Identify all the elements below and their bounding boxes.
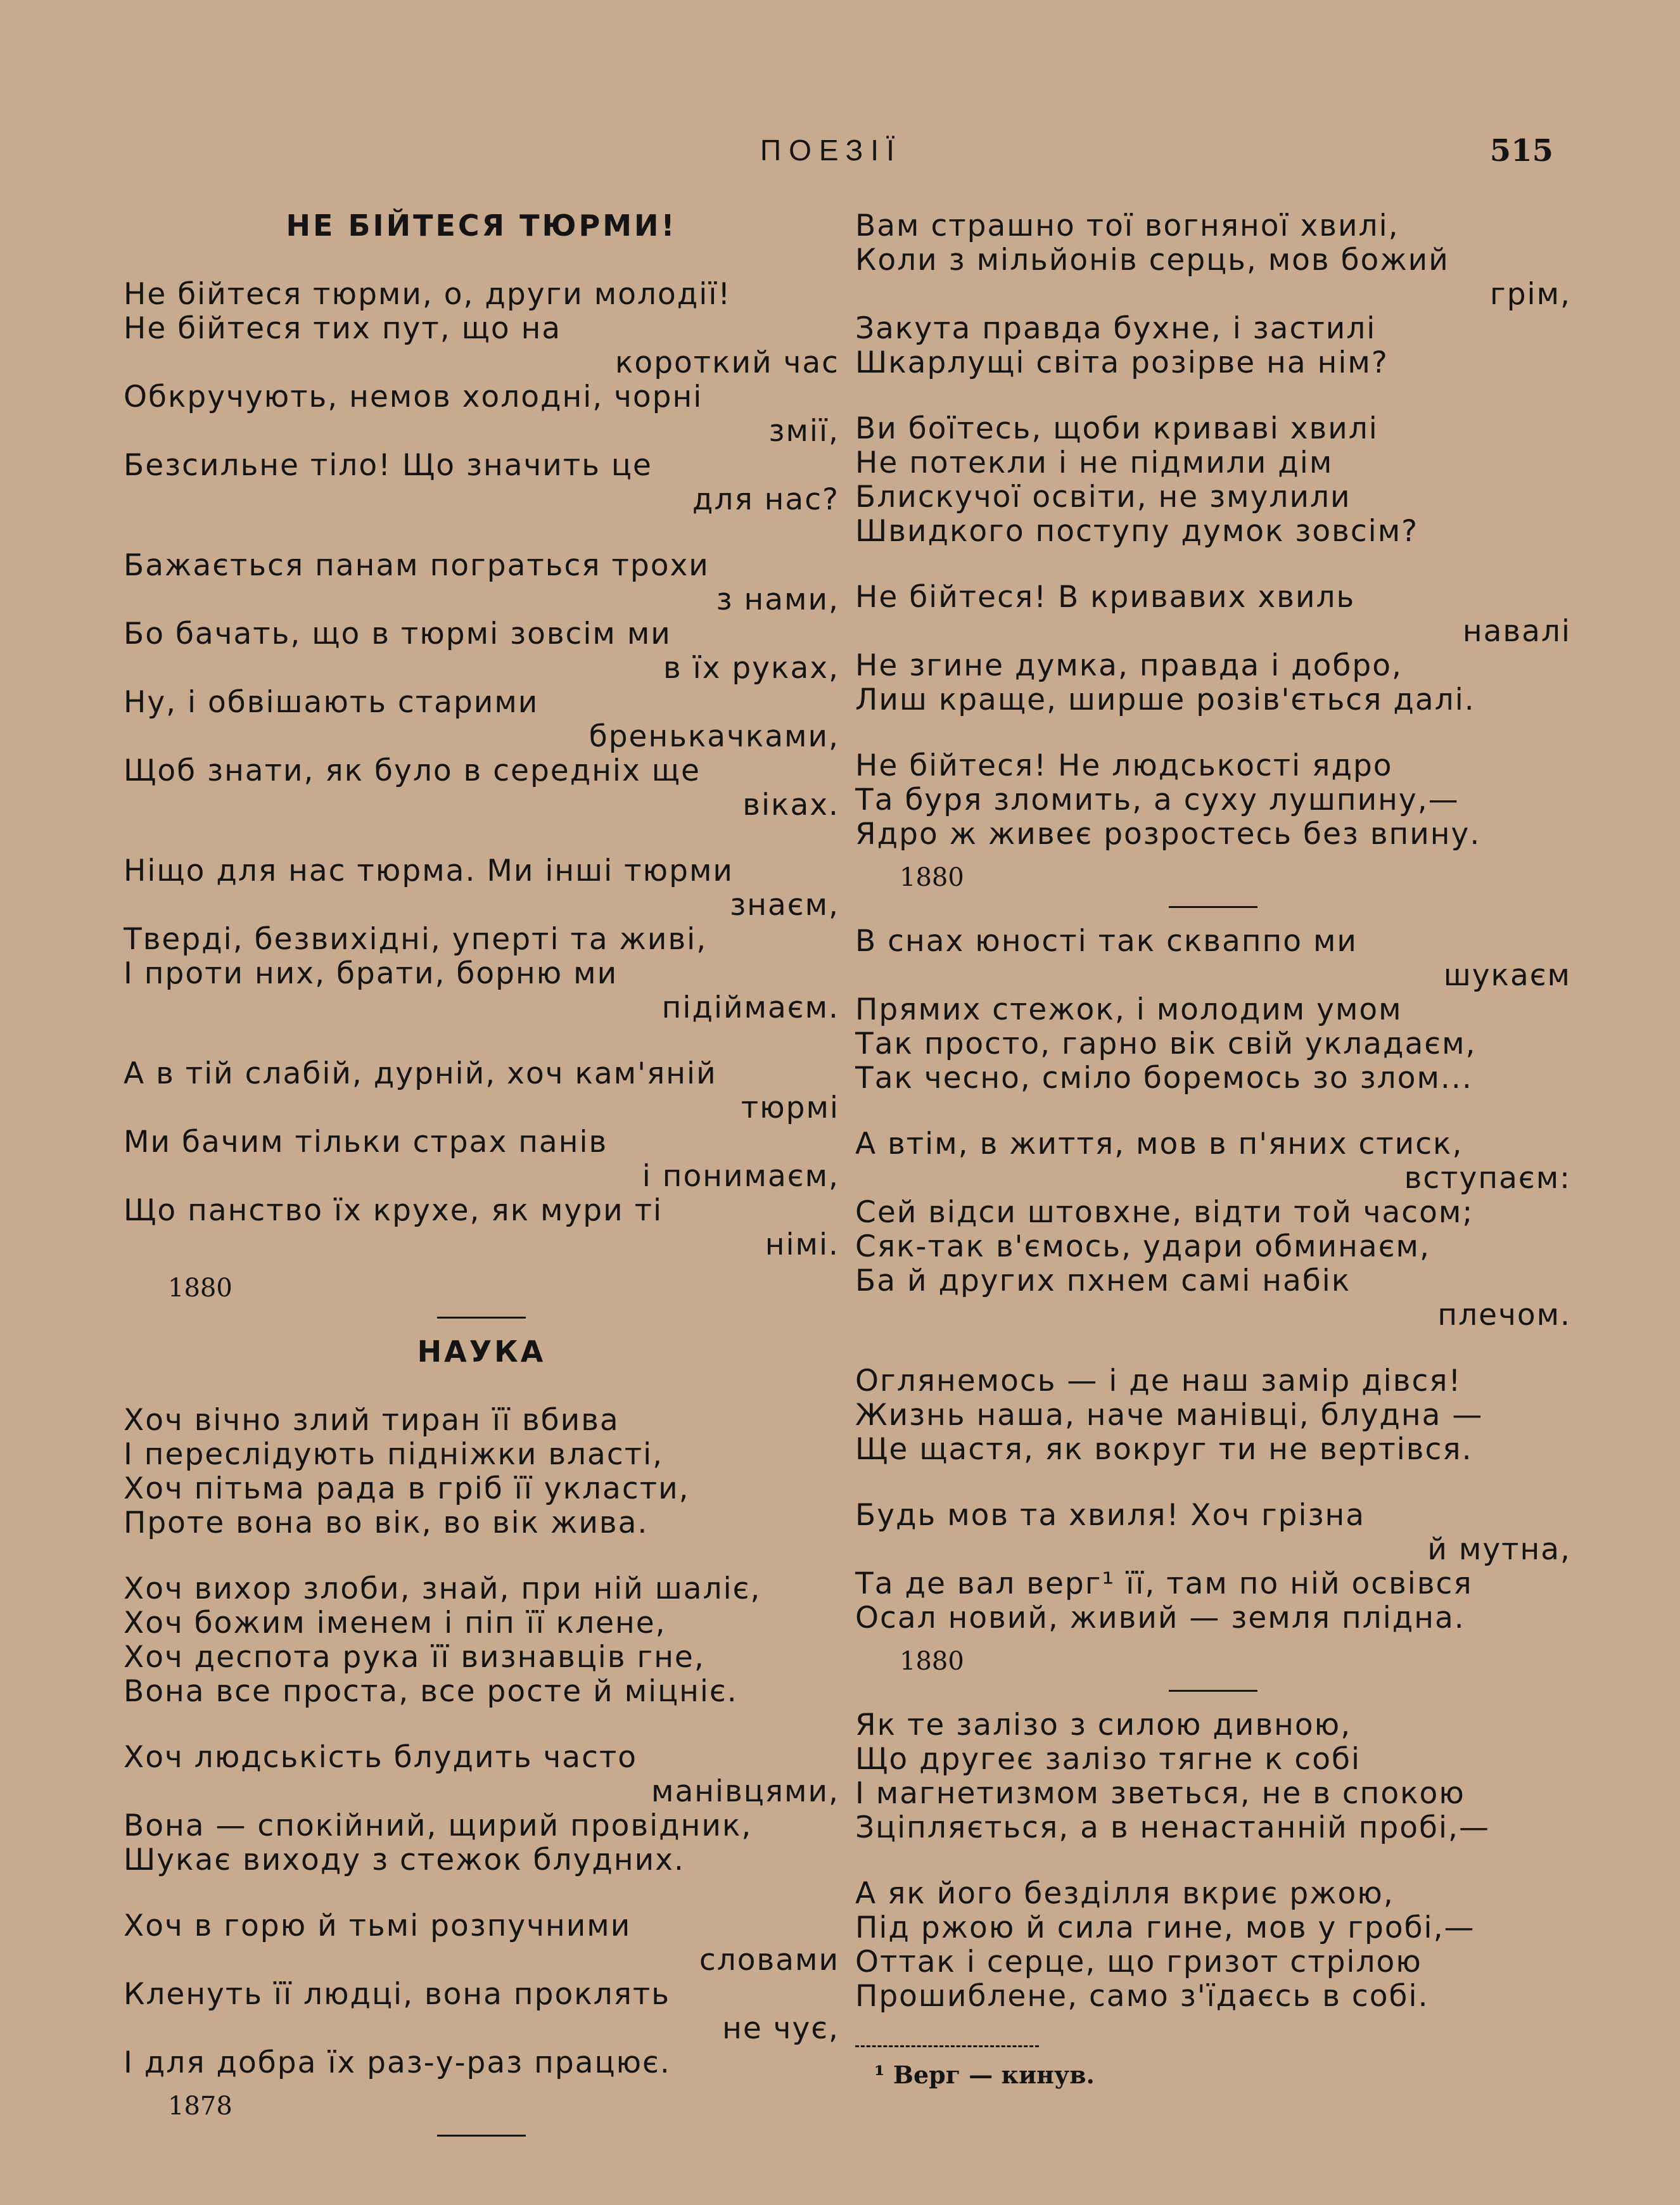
poem-line: Оглянемось — і де наш замір дівся! bbox=[855, 1364, 1462, 1398]
stanza bbox=[124, 1741, 839, 1877]
poem-line: Блискучої освіти, не змулили bbox=[855, 480, 1351, 514]
poem-line: Не бійтеся! В кривавих хвиль bbox=[855, 580, 1356, 615]
poem-line: Вам страшно тої вогняної хвилі, bbox=[855, 209, 1399, 243]
poem-line: І проти них, брати, борню ми bbox=[124, 957, 618, 991]
separator-rule bbox=[1169, 1690, 1257, 1692]
poem-line: Прямих стежок, і молодим умом bbox=[855, 993, 1403, 1027]
stanza bbox=[855, 924, 1571, 1096]
poem-line: І переслідують підніжки власті, bbox=[124, 1438, 664, 1472]
poem-line: віках. bbox=[742, 788, 839, 822]
stanza bbox=[124, 854, 839, 1025]
poem-line: не чує, bbox=[722, 2012, 839, 2046]
poem-line: Обкручують, немов холодні, чорні bbox=[124, 380, 703, 414]
poem-line: Осал новий, живий — земля плідна. bbox=[855, 1601, 1465, 1635]
footnote-rule bbox=[855, 2045, 1039, 2047]
poem-line: Хоч деспота рука її визнавців гне, bbox=[124, 1640, 705, 1675]
poem-line: Ба й других пхнем самі набік bbox=[855, 1264, 1351, 1298]
poem-title: НАУКА bbox=[417, 1334, 546, 1369]
poem-line: короткий час bbox=[615, 346, 839, 380]
poem-line: Закута правда бухне, і застилі bbox=[855, 312, 1377, 346]
poem-year: 1878 bbox=[168, 2092, 232, 2121]
poem-line: Жизнь наша, наче манівці, блудна — bbox=[855, 1398, 1484, 1433]
poem-line: Хоч пітьма рада в гріб її укласти, bbox=[124, 1472, 690, 1506]
poem-line: Ще щастя, як вокруг ти не вертівся. bbox=[855, 1433, 1473, 1467]
poem-year: 1880 bbox=[168, 1274, 232, 1303]
poem-line: Так чесно, сміло боремось зо злом... bbox=[855, 1061, 1473, 1096]
stanza bbox=[855, 749, 1571, 852]
stanza bbox=[855, 1708, 1571, 1845]
poem-line: Лиш краще, ширше розів'ється далі. bbox=[855, 683, 1475, 717]
stanza bbox=[855, 580, 1571, 717]
footnote-marker: ¹ bbox=[874, 2061, 885, 2089]
poem-line: бренькачками, bbox=[589, 720, 839, 754]
footnote-text: Верг — кинув. bbox=[884, 2061, 1095, 2089]
stanza bbox=[124, 549, 839, 822]
stanza bbox=[855, 1127, 1571, 1333]
poem-line: з нами, bbox=[716, 583, 839, 617]
poem-line: Не потекли і не підмили дім bbox=[855, 446, 1333, 480]
left-column bbox=[124, 209, 839, 2153]
poem-line: Бо бачать, що в тюрмі зовсім ми bbox=[124, 617, 671, 651]
poem bbox=[855, 924, 1571, 1692]
poem-line: Що панство їх крухе, як мури ті bbox=[124, 1194, 663, 1228]
poem-line: І для добра їх раз-у-раз працює. bbox=[124, 2046, 671, 2080]
stanza bbox=[124, 278, 839, 517]
stanza bbox=[855, 1877, 1571, 2014]
stanza bbox=[124, 1057, 839, 1262]
poem-line: Швидкого поступу думок зовсім? bbox=[855, 514, 1419, 549]
poem-line: навалі bbox=[1462, 615, 1571, 649]
poem-line: Коли з мільйонів серць, мов божий bbox=[855, 243, 1449, 278]
poem-line: Хоч людськість блудить часто bbox=[124, 1741, 638, 1775]
stanza bbox=[124, 1403, 839, 1540]
poem-line: Ну, і обвішають старими bbox=[124, 686, 539, 720]
poem-line: Ви боїтесь, щоби криваві хвилі bbox=[855, 412, 1378, 446]
poem-line: Шукає виходу з стежок блудних. bbox=[124, 1843, 685, 1877]
poem-line: німі. bbox=[765, 1228, 839, 1262]
poem-line: Щоб знати, як було в середніх ще bbox=[124, 754, 701, 788]
poem-line: Під ржою й сила гине, мов у гробі,— bbox=[855, 1911, 1475, 1945]
poem-line: плечом. bbox=[1437, 1298, 1571, 1333]
poem-line: Хоч в горю й тьмі розпучними bbox=[124, 1909, 632, 1943]
poem-line: змії, bbox=[768, 414, 839, 449]
poem-line: Ми бачим тільки страх панів bbox=[124, 1125, 608, 1160]
separator-rule bbox=[1169, 906, 1257, 908]
poem-line: і понимаєм, bbox=[642, 1160, 839, 1194]
poem-line: Не бійтеся тих пут, що на bbox=[124, 312, 562, 346]
poem-title: НЕ БІЙТЕСЯ ТЮРМИ! bbox=[286, 208, 677, 243]
poem-line: Будь мов та хвиля! Хоч грізна bbox=[855, 1499, 1366, 1533]
poem-line: Що другеє залізо тягне к собі bbox=[855, 1742, 1361, 1777]
stanza bbox=[855, 1364, 1571, 1467]
poem-line: Шкарлущі світа розірве на нім? bbox=[855, 346, 1389, 380]
poem-line: тюрмі bbox=[741, 1091, 839, 1125]
poem-line: Хоч вихор злоби, знай, при ній шаліє, bbox=[124, 1572, 761, 1606]
poem-line: Як те залізо з силою дивною, bbox=[855, 1708, 1352, 1742]
poem bbox=[855, 209, 1571, 908]
poem-year: 1880 bbox=[900, 863, 964, 892]
poem-line: для нас? bbox=[692, 483, 839, 517]
poem-line: Проте вона во вік, во вік жива. bbox=[124, 1506, 649, 1540]
stanza bbox=[855, 209, 1571, 380]
poem-line: Прошиблене, само з'їдаєсь в собі. bbox=[855, 1979, 1429, 2014]
stanza bbox=[855, 412, 1571, 549]
poem-line: Не згине думка, правда і добро, bbox=[855, 649, 1403, 683]
running-title: ПОЕЗІЇ bbox=[760, 134, 902, 167]
poem-line: Тверді, безвихідні, уперті та живі, bbox=[124, 923, 708, 957]
stanza bbox=[124, 1909, 839, 2080]
poem-line: А втім, в життя, мов в п'яних стиск, bbox=[855, 1127, 1463, 1161]
stanza bbox=[855, 1499, 1571, 1635]
poem-line: підіймаєм. bbox=[661, 991, 839, 1025]
separator-rule bbox=[437, 1317, 526, 1319]
poem-line: Кленуть її людці, вона проклять bbox=[124, 1978, 670, 2012]
poem-line: манівцями, bbox=[651, 1775, 839, 1809]
poem-line: Вона все проста, все росте й міцніє. bbox=[124, 1675, 738, 1709]
poem-line: Та буря зломить, а суху лушпину,— bbox=[855, 783, 1460, 817]
poem-line: Та де вал верг¹ її, там по ній освівся bbox=[855, 1567, 1473, 1601]
poem-line: Так просто, гарно вік свій укладаєм, bbox=[855, 1027, 1477, 1061]
poem-line: Хоч божим іменем і піп її клене, bbox=[124, 1606, 666, 1640]
poem-line: Вона — спокійний, щирий провідник, bbox=[124, 1809, 753, 1843]
separator-rule bbox=[437, 2135, 526, 2137]
poem-line: Безсильне тіло! Що значить це bbox=[124, 449, 652, 483]
poem-line: словами bbox=[699, 1943, 839, 1978]
poem-line: В снах юності так скваппо ми bbox=[855, 924, 1358, 959]
right-column bbox=[855, 209, 1571, 2089]
poem-line: Ніщо для нас тюрма. Ми інші тюрми bbox=[124, 854, 734, 888]
poem bbox=[124, 209, 839, 1319]
poem-line: й мутна, bbox=[1427, 1533, 1571, 1567]
poem-year: 1880 bbox=[900, 1647, 964, 1676]
poem-line: Сяк-так в'ємось, удари обминаєм, bbox=[855, 1230, 1430, 1264]
poem-line: грім, bbox=[1490, 278, 1571, 312]
page-header bbox=[0, 133, 1680, 177]
poem-line: шукаєм bbox=[1443, 959, 1571, 993]
footnote bbox=[874, 2061, 1571, 2089]
stanza bbox=[124, 1572, 839, 1709]
poem-line: вступаєм: bbox=[1404, 1161, 1571, 1196]
poem-line: Не бійтеся тюрми, о, други молодії! bbox=[124, 278, 732, 312]
poem-line: І магнетизмом зветься, не в спокою bbox=[855, 1777, 1465, 1811]
poem-line: Бажається панам пограться трохи bbox=[124, 549, 710, 583]
poem bbox=[855, 1708, 1571, 2014]
poem bbox=[124, 1335, 839, 2137]
poem-line: Сей відси штовхне, відти той часом; bbox=[855, 1196, 1474, 1230]
poem-line: Ядро ж живеє розростесь без впину. bbox=[855, 817, 1481, 852]
page-number: 515 bbox=[1489, 133, 1553, 169]
poem-line: Зціпляється, а в ненастанній пробі,— bbox=[855, 1811, 1490, 1845]
poem-line: знаєм, bbox=[730, 888, 839, 923]
poem-line: в їх руках, bbox=[663, 651, 839, 686]
poem-line: А як його безділля вкриє ржою, bbox=[855, 1877, 1394, 1911]
poem-line: Оттак і серце, що гризот стрілою bbox=[855, 1945, 1422, 1979]
poem-line: А в тій слабій, дурній, хоч кам'яній bbox=[124, 1057, 717, 1091]
poem-line: Не бійтеся! Не людськості ядро bbox=[855, 749, 1393, 783]
poem-line: Хоч вічно злий тиран її вбива bbox=[124, 1403, 620, 1438]
